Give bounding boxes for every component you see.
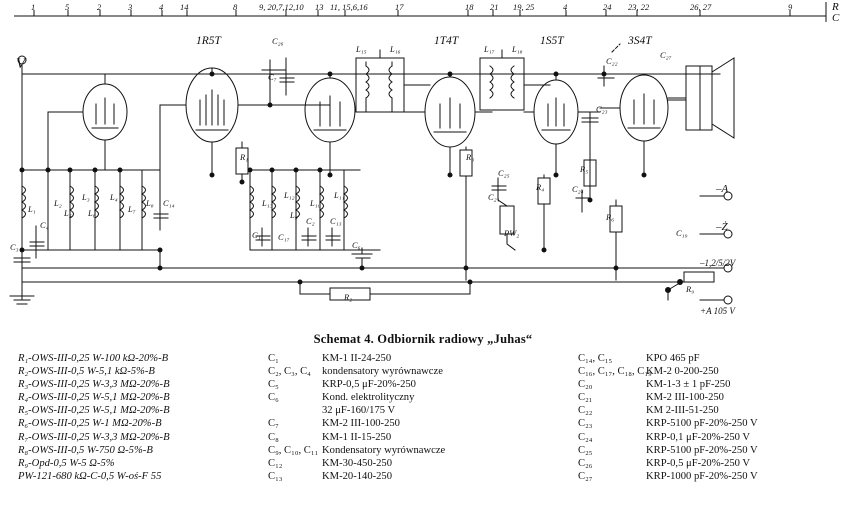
coil-label-l15: L₁₅ (356, 44, 367, 54)
scale-number: 24 (603, 2, 612, 12)
cap-label-c25: C₂₅ (498, 168, 510, 178)
legend-item: R₇-OWS-III-0,25 W-3,3 MΩ-20%-B (18, 431, 170, 443)
legend-cap-value: KRP-5100 pF-20%-250 V (646, 418, 758, 430)
coil-label-l11: L₁₁ (334, 190, 345, 200)
legend-cap-label: C₁₃ (268, 470, 283, 482)
legend-item: R₄-OWS-III-0,25 W-5,1 MΩ-20%-B (18, 392, 170, 404)
cap-label-c27: C₂₇ (660, 50, 672, 60)
cap-label-c19: C₁₉ (676, 228, 688, 238)
res-label-r1: R₁ (240, 152, 249, 162)
legend-cap-label: C₂₂ (578, 405, 593, 417)
scale-number: 21 (490, 2, 499, 12)
legend-cap-label: C₈ (268, 431, 279, 443)
scale-number: 11, 15,6,16 (330, 2, 368, 12)
coil-label-l1: L₁ (28, 204, 36, 214)
legend-cap-value: KM-1 II-15-250 (322, 431, 392, 443)
legend-item: R₂-OWS-III-0,5 W-5,1 kΩ-5%-B (18, 366, 155, 378)
scale-number: 18 (465, 2, 474, 12)
legend-cap-value: KRP-0,5 μF-20%-250 V (646, 457, 751, 469)
coil-label-l12: L₁₂ (284, 190, 295, 200)
legend-item: R₉-Opd-0,5 W-5 Ω-5% (18, 457, 115, 469)
cap-label-c14: C₁₄ (163, 198, 175, 208)
cap-label-c21: C₂₁ (488, 192, 500, 202)
cap-label-c7: C₇ (268, 72, 277, 82)
coil-label-l18: L₁₈ (512, 44, 523, 54)
cap-label-c26: C₂₆ (272, 36, 284, 46)
tube-label-1s5t: 1S5T (540, 35, 564, 47)
cap-label-c13: C₁₃ (330, 216, 342, 226)
legend-cap-value: KM-20-140-250 (322, 470, 393, 482)
terminal-label-plus: +A 105 V (700, 306, 735, 316)
legend-item: PW-121-680 kΩ-C-0,5 W-oś-F 55 (18, 470, 162, 482)
coil-label-l6: L₆ (88, 208, 96, 218)
scale-number: 4 (159, 2, 164, 12)
coil-label-l8: L₈ (146, 198, 154, 208)
legend-cap-value: Kond. elektrolityczny (322, 392, 415, 404)
cap-label-c22: C₂₂ (606, 56, 618, 66)
legend-cap-label: C₂₀ (578, 379, 593, 391)
legend-cap-label (268, 404, 328, 417)
scale-number: 17 (395, 2, 404, 12)
legend-item: R₅-OWS-III-0,25 W-5,1 MΩ-20%-B (18, 405, 170, 417)
terminal-label-z: –Ż (716, 221, 728, 233)
terminal-label-a: –A (716, 183, 729, 195)
scale-mark-c: C (832, 12, 840, 24)
cap-label-c6: C₆ (352, 240, 361, 250)
scale-number: 13 (315, 2, 324, 12)
coil-label-l17: L₁₇ (484, 44, 495, 54)
legend-cap-label: C₂₇ (578, 470, 593, 482)
cap-label-c2: C₂ (306, 216, 315, 226)
legend-cap-values-left (322, 352, 572, 483)
parts-legend (0, 352, 846, 512)
legend-cap-value: KM-1-3 ± 1 pF-250 (646, 379, 731, 391)
scale-number: 23, 22 (628, 2, 650, 12)
legend-cap-value: KM 2-III-51-250 (646, 405, 719, 417)
legend-cap-label: C₁₆, C₁₇, C₁₈, C₁₉ (578, 366, 652, 378)
scale-number: 4 (563, 2, 568, 12)
tube-label-1r5t: 1R5T (196, 35, 221, 47)
res-label-r3: R₃ (466, 152, 475, 162)
scale-number: 26, 27 (690, 2, 712, 12)
coil-label-l9: L₉ (290, 210, 298, 220)
legend-cap-label: C₉, C₁₀, C₁₁ (268, 444, 319, 456)
res-label-r2: R₂ (344, 292, 353, 302)
cap-label-c1: C₁ (252, 230, 261, 240)
cap-label-c24: C₂₄ (572, 184, 584, 194)
legend-resistors-column (18, 352, 268, 483)
coil-label-l16: L₁₆ (390, 44, 401, 54)
legend-cap-label: C₂₆ (578, 457, 593, 469)
coil-label-l3: L₃ (82, 192, 90, 202)
res-label-r5: R₅ (580, 164, 589, 174)
legend-cap-label: C₁ (268, 353, 279, 364)
scale-number: 9, 20,7,12,10 (259, 2, 304, 12)
scale-number: 5 (65, 2, 70, 12)
legend-cap-labels-left (268, 352, 328, 483)
scale-number: 19, 25 (513, 2, 535, 12)
cap-label-c4: C₄ (40, 220, 49, 230)
legend-cap-label: C₂₃ (578, 418, 593, 430)
terminal-label-battery: –1,2/5/2V (700, 258, 736, 268)
legend-cap-values-right (646, 352, 846, 483)
legend-cap-value: KRP-1000 pF-20%-250 V (646, 470, 758, 482)
legend-cap-value: KM-2 III-100-250 (322, 418, 400, 430)
legend-item: R₃-OWS-III-0,25 W-3,3 MΩ-20%-B (18, 379, 170, 391)
legend-cap-value: KRP-0,5 μF-20%-250 (322, 379, 416, 391)
legend-cap-value: Kondensatory wyrównawcze (322, 444, 446, 456)
res-label-r9: R₉ (686, 284, 695, 294)
legend-cap-label: C₂₁ (578, 392, 593, 404)
figure-caption: Schemat 4. Odbiornik radiowy „Juhas“ (313, 332, 533, 346)
legend-cap-value: KPO 465 pF (646, 353, 700, 364)
scale-number: 2 (97, 2, 102, 12)
legend-cap-label: C₂₄ (578, 431, 593, 443)
scale-number: 8 (233, 2, 238, 12)
legend-cap-value: KM-1 II-24-250 (322, 353, 392, 364)
legend-cap-value: KRP-5100 pF-20%-250 V (646, 444, 758, 456)
coil-label-l2: L₂ (54, 198, 62, 208)
legend-cap-value: kondensatory wyrównawcze (322, 366, 443, 378)
legend-cap-labels-right (578, 352, 652, 483)
tube-label-3s4t: 3S4T (628, 35, 652, 47)
legend-cap-value: KM-30-450-250 (322, 457, 393, 469)
tube-label-1t4t: 1T4T (434, 35, 459, 47)
cap-label-c17: C₁₇ (278, 232, 290, 242)
scale-mark-r: R (832, 1, 839, 13)
legend-cap-value: KM-2 0-200-250 (646, 366, 719, 378)
scale-number: 3 (128, 2, 133, 12)
legend-cap-label: C₁₄, C₁₅ (578, 353, 613, 364)
coil-label-l13: L₁₃ (262, 198, 273, 208)
legend-cap-value: 32 μF-160/175 V (322, 405, 396, 417)
legend-item: R₁-OWS-III-0,25 W-100 kΩ-20%-B (18, 353, 169, 364)
legend-cap-value: KM-2 III-100-250 (646, 392, 724, 404)
legend-cap-label: C₁₂ (268, 457, 283, 469)
coil-label-l7: L₇ (128, 204, 136, 214)
cap-label-c3: C₃ (10, 242, 19, 252)
scale-number: 9 (788, 2, 793, 12)
res-label-r4: R₄ (536, 182, 545, 192)
scale-number: 14 (180, 2, 189, 12)
legend-cap-label: C₂₅ (578, 444, 593, 456)
coil-label-l4: L₄ (110, 192, 118, 202)
legend-cap-value: KRP-0,1 μF-20%-250 V (646, 431, 751, 443)
scale-number: 1 (31, 2, 36, 12)
coil-label-l10: L₁₀ (310, 198, 321, 208)
antenna-terminal-label: V (16, 56, 26, 72)
legend-item: R₆-OWS-III-0,25 W-1 MΩ-20%-B (18, 418, 162, 430)
speaker-label-pw2: PW₂ (504, 228, 520, 238)
legend-cap-label: C₂, C₃, C₄ (268, 366, 311, 378)
legend-cap-label: C₆ (268, 392, 279, 404)
legend-item: R₈-OWS-III-0,5 W-750 Ω-5%-B (18, 444, 153, 456)
coil-label-l5: L₅ (64, 208, 72, 218)
legend-cap-label: C₇ (268, 418, 279, 430)
cap-label-c23: C₂₃ (596, 104, 608, 114)
res-label-r6: R₆ (606, 212, 615, 222)
legend-cap-label: C₅ (268, 379, 279, 391)
